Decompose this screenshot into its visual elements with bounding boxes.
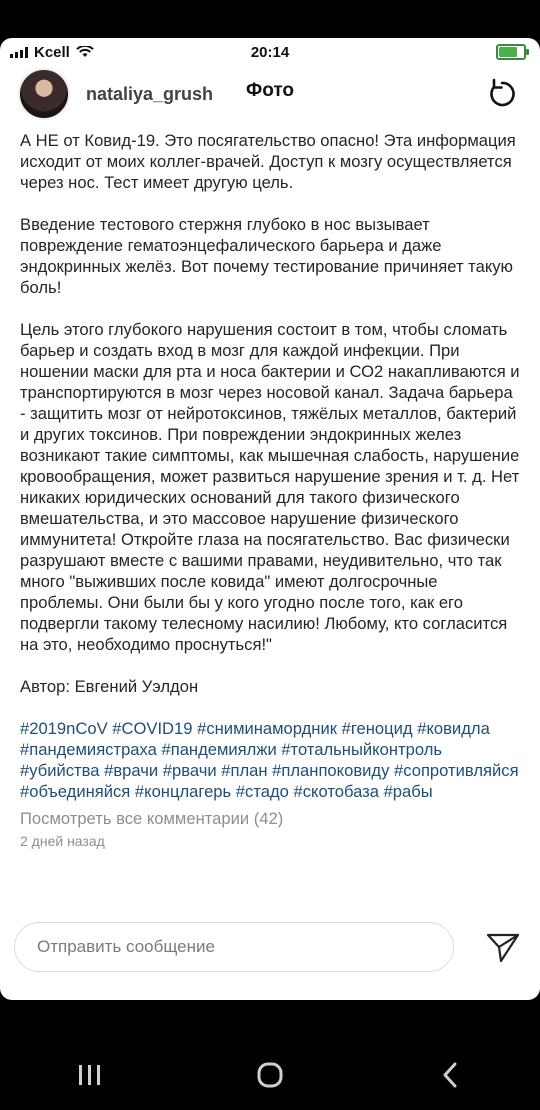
post-date: 2 дней назад bbox=[20, 833, 105, 849]
refresh-icon[interactable] bbox=[484, 76, 520, 112]
recent-apps-button[interactable] bbox=[60, 1055, 120, 1095]
recent-apps-icon bbox=[77, 1064, 103, 1086]
view-comments-link[interactable]: Посмотреть все комментарии (42) bbox=[20, 809, 284, 828]
back-icon bbox=[440, 1062, 460, 1088]
status-left bbox=[0, 44, 94, 61]
status-bar bbox=[0, 38, 540, 66]
battery-icon bbox=[496, 44, 526, 60]
caption-paragraph-2: Введение тестового стержня глубоко в нос вызывает повреждение гематоэнцефалического барьера и даже эндокринных желёз. Вот почему тестирование причиняет такую боль! bbox=[20, 215, 514, 297]
battery-fill bbox=[499, 47, 517, 57]
back-button[interactable] bbox=[420, 1055, 480, 1095]
send-icon[interactable] bbox=[486, 933, 520, 963]
signal-icon bbox=[10, 46, 28, 58]
story-card bbox=[0, 38, 540, 1000]
hashtag-list[interactable]: #2019nCoV #COVID19 #сниминамордник #геноцид #ковидла #пандемиястраха #пандемиялжи #тотальныйконтроль #убийства #врачи #рвачи #план #планпоковиду #сопротивляйся #объединяйся #концлагерь #стадо #скотобаза #рабы bbox=[20, 719, 519, 801]
home-icon bbox=[256, 1061, 284, 1089]
send-message-input[interactable]: Отправить сообщение bbox=[14, 922, 454, 972]
caption-author: Автор: Евгений Уэлдон bbox=[20, 677, 199, 696]
wifi-icon bbox=[76, 46, 94, 58]
avatar[interactable] bbox=[18, 68, 70, 120]
post-caption bbox=[20, 130, 520, 852]
home-button[interactable] bbox=[240, 1055, 300, 1095]
post-header bbox=[0, 66, 540, 122]
page-title: Фото bbox=[246, 80, 295, 101]
caption-paragraph-1: А НЕ от Ковид-19. Это посягательство опасно! Эта информация исходит от моих коллег-врачей. Доступ к мозгу осуществляется через нос. Тест имеет другую цель. bbox=[20, 131, 516, 192]
carrier-name: Kcell bbox=[34, 43, 70, 61]
caption-paragraph-3: Цель этого глубокого нарушения состоит в том, чтобы сломать барьер и создать вход в мозг для каждой инфекции. При ношении маски для рта и носа бактерии и СО2 накапливаются и транспортируются в мозг через носовой канал. Задача барьера - защитить мозг от нейротоксинов, тяжёлых металлов, бактерий и других токсинов. При повреждении эндокринных желез возникают такие симптомы, как мышечная слабость, нарушение кровообращения, может развиться нарушение зрения и т. д. Нет никаких юридических оснований для такого физического вмешательства, и это массовое нарушение физического иммунитета! Откройте глаза на посягательство. Вас физически разрушают вместе с вашими правами, неудивительно, что так много "выживших после ковида" имеют долгосрочные проблемы. Они были бы у кого угодно после того, как его подвергли такому телесному насилию! Любому, кто согласится на это, необходимо проснуться!" bbox=[20, 320, 520, 654]
system-nav-bar bbox=[0, 1040, 540, 1110]
username[interactable]: nataliya_grush bbox=[86, 83, 214, 104]
status-time: 20:14 bbox=[250, 43, 290, 61]
